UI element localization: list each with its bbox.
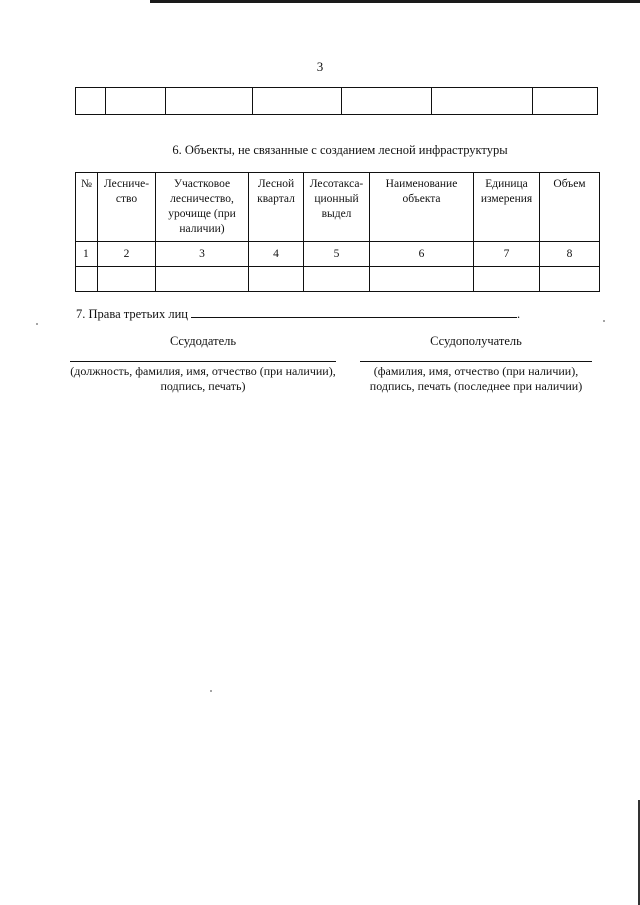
page-edge-top <box>150 0 640 3</box>
borrower-role: Ссудополучатель <box>430 334 522 348</box>
table-cell <box>98 267 156 292</box>
lender-signature-block <box>70 334 336 394</box>
table-cell <box>432 88 533 115</box>
lender-signature-line <box>70 360 336 362</box>
scan-speck <box>210 690 212 692</box>
header-forest-unit: Лесотакса-ционный выдел <box>304 173 370 242</box>
table-cell <box>76 88 106 115</box>
header-number: № <box>76 173 98 242</box>
column-number: 1 <box>76 242 98 267</box>
header-unit: Единица измерения <box>474 173 540 242</box>
objects-table <box>75 172 600 292</box>
lender-role: Ссудодатель <box>169 334 237 348</box>
table-cell <box>249 267 304 292</box>
page-number: 3 <box>316 59 324 74</box>
table-row <box>76 267 600 292</box>
table-row <box>76 88 598 115</box>
column-number: 6 <box>370 242 474 267</box>
table-cell <box>76 267 98 292</box>
column-number: 5 <box>304 242 370 267</box>
third-party-rights-end: . <box>517 307 521 321</box>
header-row <box>76 173 600 242</box>
table-cell <box>253 88 342 115</box>
table-cell <box>106 88 166 115</box>
borrower-signature-line <box>360 360 592 362</box>
table-cell <box>166 88 253 115</box>
lender-signature-note: (должность, фамилия, имя, отчество (при наличии), подпись, печать) <box>70 364 336 393</box>
continuation-table <box>75 87 598 115</box>
column-number: 3 <box>156 242 249 267</box>
header-object-name: Наименование объекта <box>370 173 474 242</box>
table-cell <box>304 267 370 292</box>
column-number: 4 <box>249 242 304 267</box>
borrower-signature-note: (фамилия, имя, отчество (при наличии), подпись, печать (последнее при наличии) <box>369 364 583 393</box>
scan-speck <box>36 323 38 325</box>
third-party-rights-label: 7. Права третьих лиц <box>76 307 188 321</box>
header-forestry: Лесниче-ство <box>98 173 156 242</box>
header-volume: Объем <box>540 173 600 242</box>
table-cell <box>342 88 432 115</box>
section-6-title: 6. Объекты, не связанные с созданием лесной инфраструктуры <box>172 143 508 157</box>
third-party-rights-blank <box>191 306 517 318</box>
borrower-signature-block <box>360 334 592 394</box>
header-district-forestry: Участковое лесничество, урочище (при наличии) <box>156 173 249 242</box>
table-cell <box>474 267 540 292</box>
column-number: 2 <box>98 242 156 267</box>
column-number: 7 <box>474 242 540 267</box>
table-cell <box>533 88 598 115</box>
table-cell <box>540 267 600 292</box>
scan-speck <box>603 320 605 322</box>
table-cell <box>156 267 249 292</box>
table-cell <box>370 267 474 292</box>
header-forest-quarter: Лесной квартал <box>249 173 304 242</box>
column-number-row <box>76 242 600 267</box>
third-party-rights <box>76 306 520 322</box>
column-number: 8 <box>540 242 600 267</box>
